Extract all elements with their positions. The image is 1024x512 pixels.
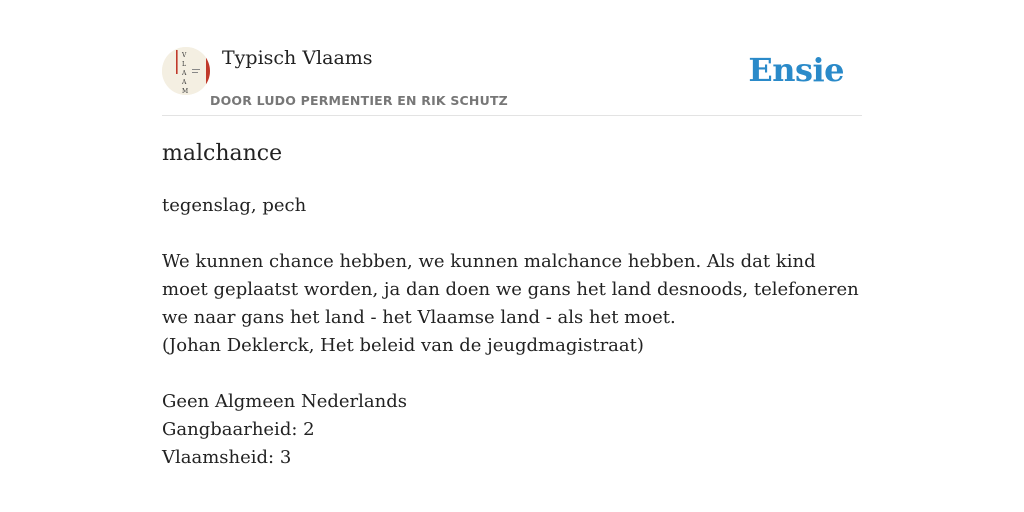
page-header [162, 46, 862, 116]
vlaamsheid-rating: Vlaamsheid: 3 [162, 447, 292, 468]
standard-language-note: Geen Algmeen Nederlands [162, 391, 407, 412]
author-byline: DOOR LUDO PERMENTIER EN RIK SCHUTZ [210, 93, 508, 108]
site-title[interactable]: Typisch Vlaams [222, 47, 373, 69]
entry-word: malchance [162, 141, 283, 166]
svg-text:A: A [182, 70, 187, 77]
svg-text:M: M [182, 88, 189, 95]
svg-text:L: L [182, 61, 186, 68]
entry-meta [162, 388, 862, 472]
entry-example: We kunnen chance hebben, we kunnen malchance hebben. Als dat kind moet geplaatst worden, ja dan doen we gans het land desnoods, telefoneren we naar gans het land - het Vlaamse land - als het moet. [162, 251, 859, 328]
gangbaarheid-rating: Gangbaarheid: 2 [162, 419, 315, 440]
svg-text:A: A [182, 79, 187, 86]
brand-logo[interactable]: Ensie [748, 51, 844, 89]
entry-source: (Johan Deklerck, Het beleid van de jeugdmagistraat) [162, 335, 644, 356]
entry-content [162, 138, 862, 472]
svg-text:V: V [182, 52, 187, 59]
entry-definition: tegenslag, pech [162, 195, 307, 216]
book-cover-icon[interactable] [162, 47, 210, 95]
